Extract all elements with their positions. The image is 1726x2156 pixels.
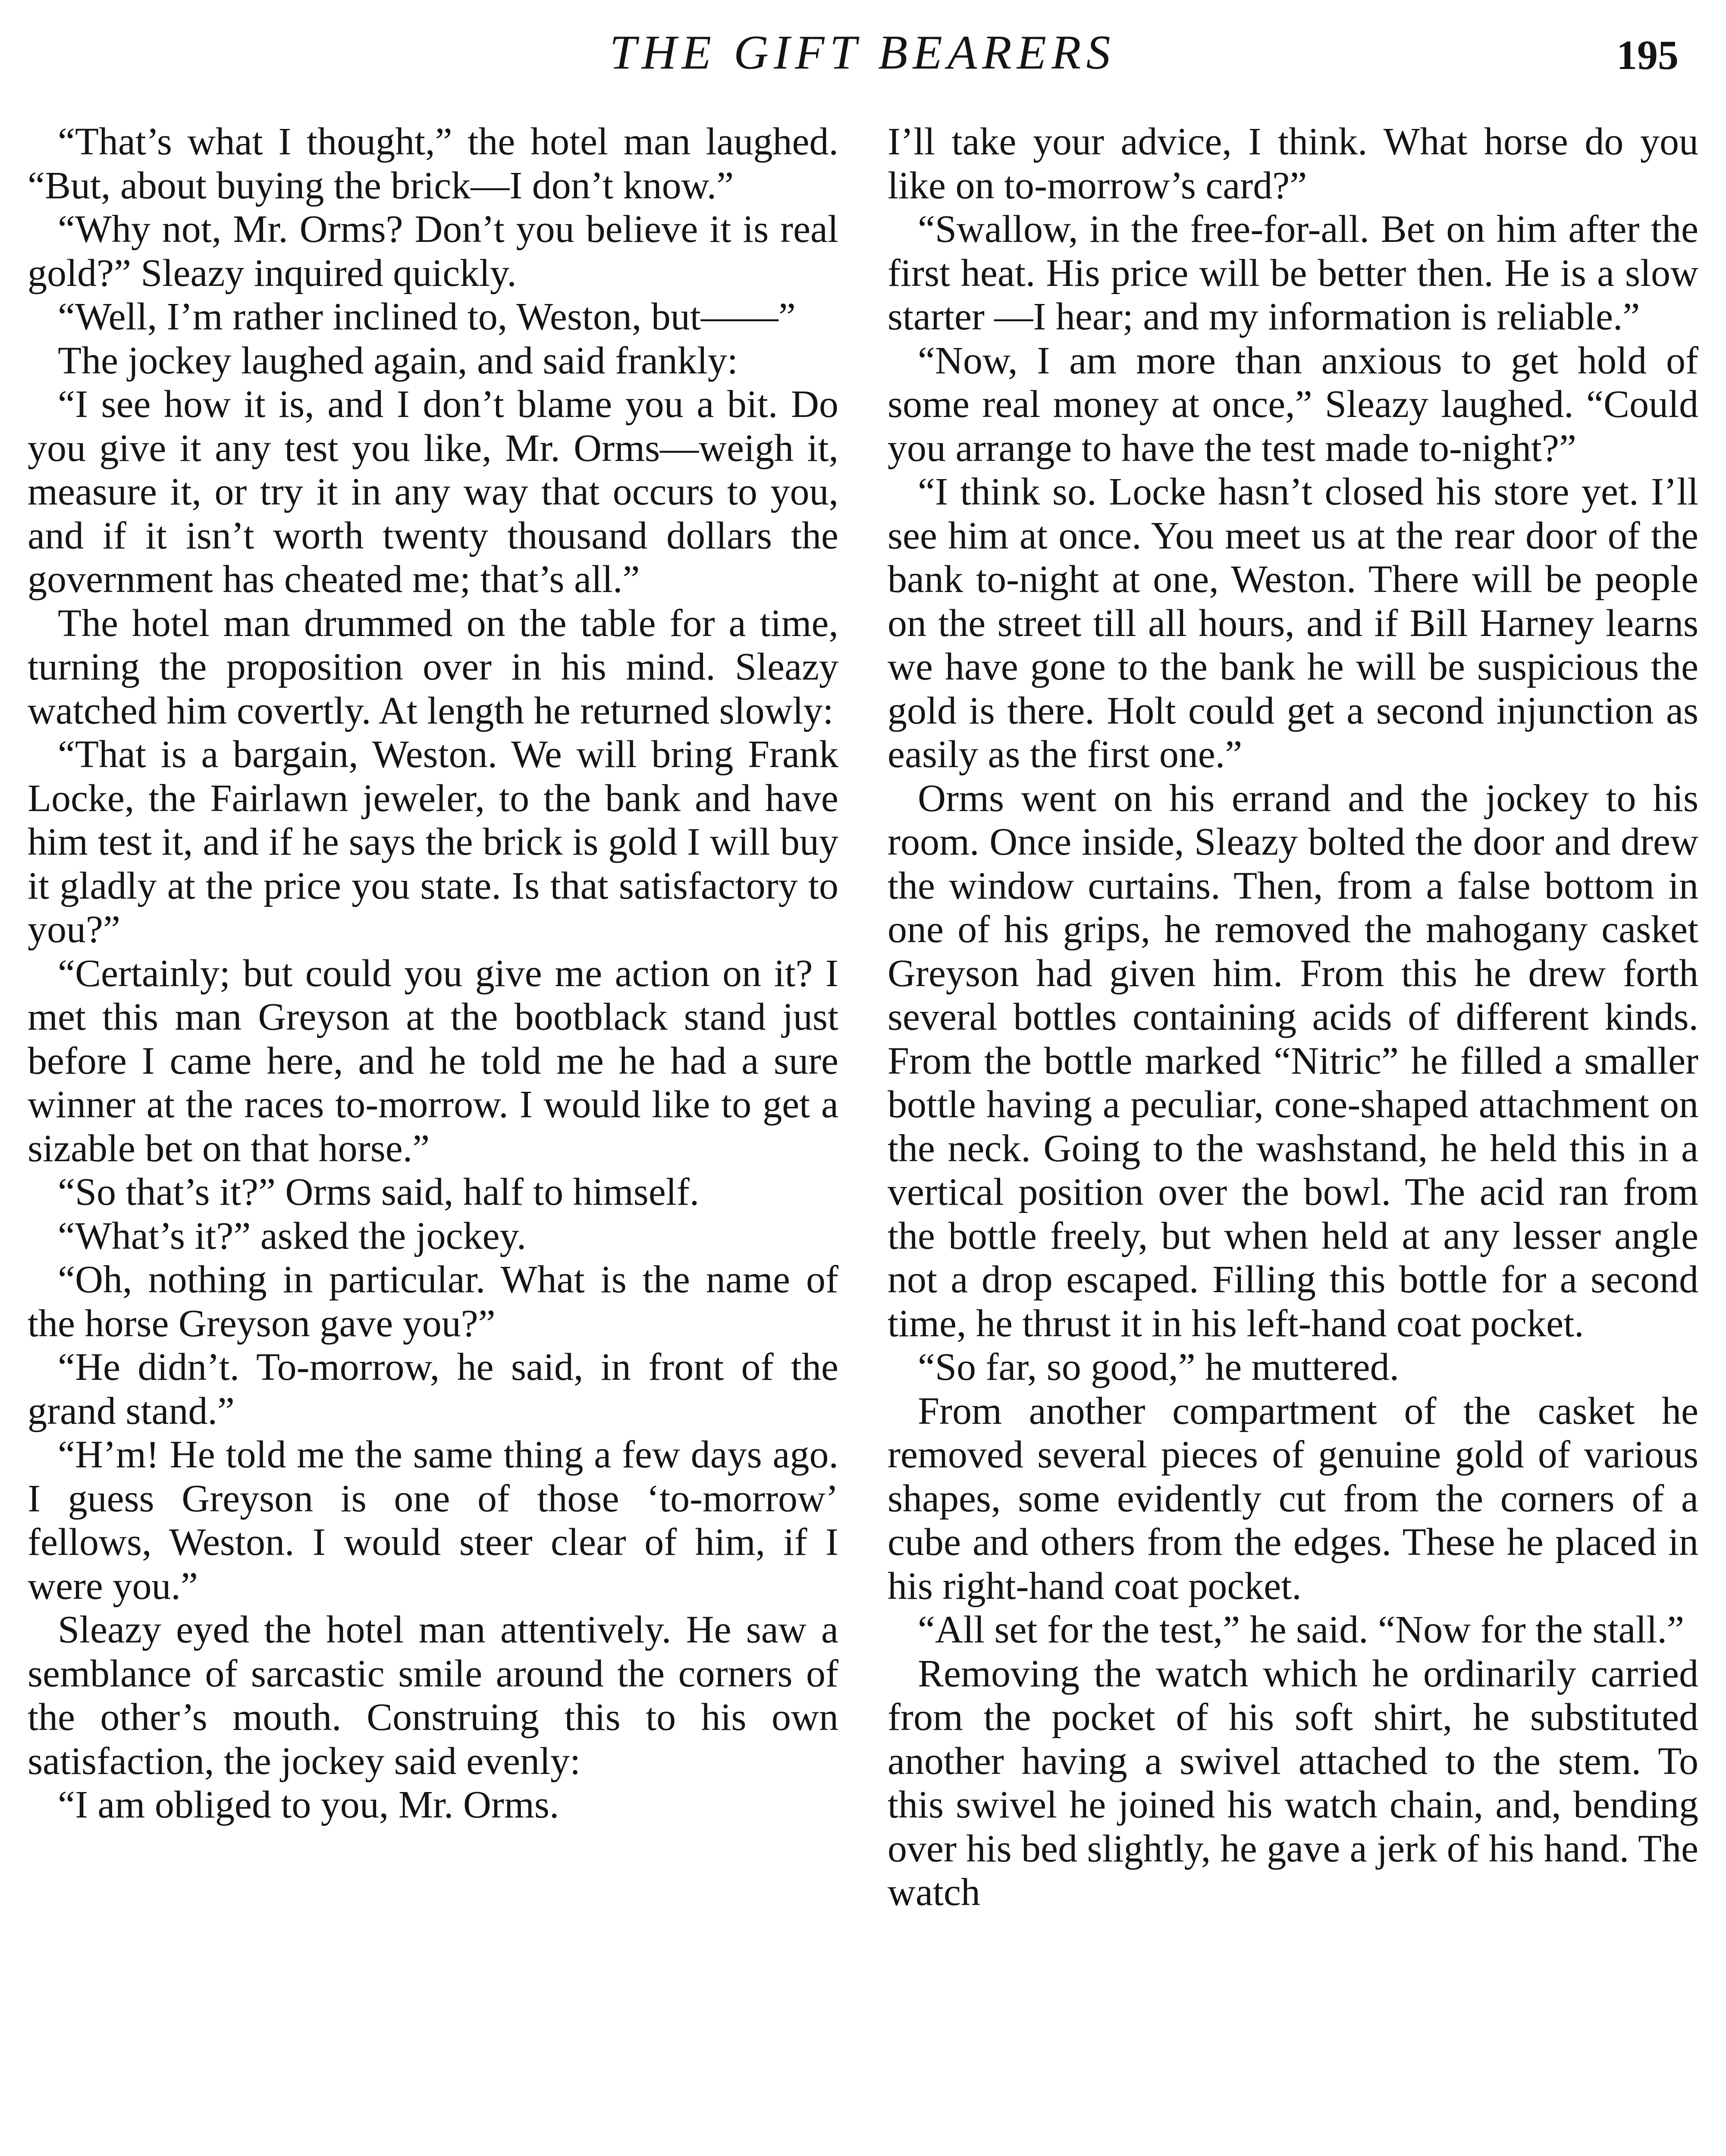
paragraph: Removing the watch which he ordinarily carried from the pocket of his soft shirt, he substituted another having a swivel attached to the stem. To this swivel he joined his watch chain, and, bending over his bed slightly, he gave a jerk of his hand. The watch [888, 1652, 1698, 1914]
paragraph: “I am obliged to you, Mr. Orms. [58, 1783, 559, 1826]
paragraph: “So that’s it?” Orms said, half to himself. [58, 1171, 700, 1213]
paragraph: The hotel man drummed on the table for a time, turning the proposition over in his mind. Sleazy watched him covertly. At length he returned slowly: [28, 602, 838, 732]
paragraph: “Now, I am more than anxious to get hold of some real money at once,” Sleazy laughed. “Could you arrange to have the test made to-night?” [888, 339, 1698, 470]
left-column [28, 120, 838, 1827]
paragraph: “That is a bargain, Weston. We will bring Frank Locke, the Fairlawn jeweler, to the bank and have him test it, and if he says the brick is gold I will buy it gladly at the price you state. Is that satisfactory to you?” [28, 733, 838, 951]
paragraph: Sleazy eyed the hotel man attentively. He saw a semblance of sarcastic smile around the corners of the other’s mouth. Construing this to his own satisfaction, the jockey said evenly: [28, 1608, 838, 1783]
paragraph: “Certainly; but could you give me action on it? I met this man Greyson at the bootblack stand just before I came here, and he told me he had a sure winner at the races to-morrow. I would like to get a sizable bet on that horse.” [28, 952, 838, 1170]
paragraph: “What’s it?” asked the jockey. [58, 1214, 527, 1257]
paragraph: From another compartment of the casket he removed several pieces of genuine gold of various shapes, some evidently cut from the corners of a cube and others from the edges. These he placed in his right-hand coat pocket. [888, 1389, 1698, 1608]
paragraph: “Oh, nothing in particular. What is the name of the horse Greyson gave you?” [28, 1258, 838, 1345]
paragraph: “H’m! He told me the same thing a few days ago. I guess Greyson is one of those ‘to-morrow’ fellows, Weston. I would steer clear of him, if I were you.” [28, 1433, 838, 1608]
paragraph: “That’s what I thought,” the hotel man laughed. “But, about buying the brick—I don’t know.” [28, 120, 838, 207]
paragraph: The jockey laughed again, and said frankly: [58, 339, 738, 382]
paragraph-continued: I’ll take your advice, I think. What horse do you like on to-morrow’s card?” [888, 120, 1698, 207]
page-number: 195 [1616, 32, 1679, 78]
paragraph: “All set for the test,” he said. “Now for the stall.” [918, 1608, 1684, 1651]
paragraph: “Well, I’m rather inclined to, Weston, but——” [58, 295, 796, 338]
paragraph: “Why not, Mr. Orms? Don’t you believe it is real gold?” Sleazy inquired quickly. [28, 208, 838, 295]
right-column [888, 120, 1698, 1915]
paragraph: “He didn’t. To-morrow, he said, in front of the grand stand.” [28, 1346, 838, 1432]
paragraph: “Swallow, in the free-for-all. Bet on him after the first heat. His price will be better then. He is a slow starter —I hear; and my information is reliable.” [888, 208, 1698, 338]
paragraph: “I see how it is, and I don’t blame you a bit. Do you give it any test you like, Mr. Orms—weigh it, measure it, or try it in any way that occurs to you, and if it isn’t worth twenty thousand dollars the government has cheated me; that’s all.” [28, 383, 838, 601]
running-title: THE GIFT BEARERS [609, 26, 1116, 79]
paragraph: “So far, so good,” he muttered. [918, 1346, 1400, 1388]
paragraph: “I think so. Locke hasn’t closed his store yet. I’ll see him at once. You meet us at the rear door of the bank to-night at one, Weston. There will be people on the street till all hours, and if Bill Harney learns we have gone to the bank he will be suspicious the gold is there. Holt could get a second injunction as easily as the first one.” [888, 470, 1698, 776]
paragraph: Orms went on his errand and the jockey to his room. Once inside, Sleazy bolted the door and drew the window curtains. Then, from a false bottom in one of his grips, he removed the mahogany casket Greyson had given him. From this he drew forth several bottles containing acids of different kinds. From the bottle marked “Nitric” he filled a smaller bottle having a peculiar, cone-shaped attachment on the neck. Going to the washstand, he held this in a vertical position over the bowl. The acid ran from the bottle freely, but when held at any lesser angle not a drop escaped. Filling this bottle for a second time, he thrust it in his left-hand coat pocket. [888, 777, 1698, 1345]
